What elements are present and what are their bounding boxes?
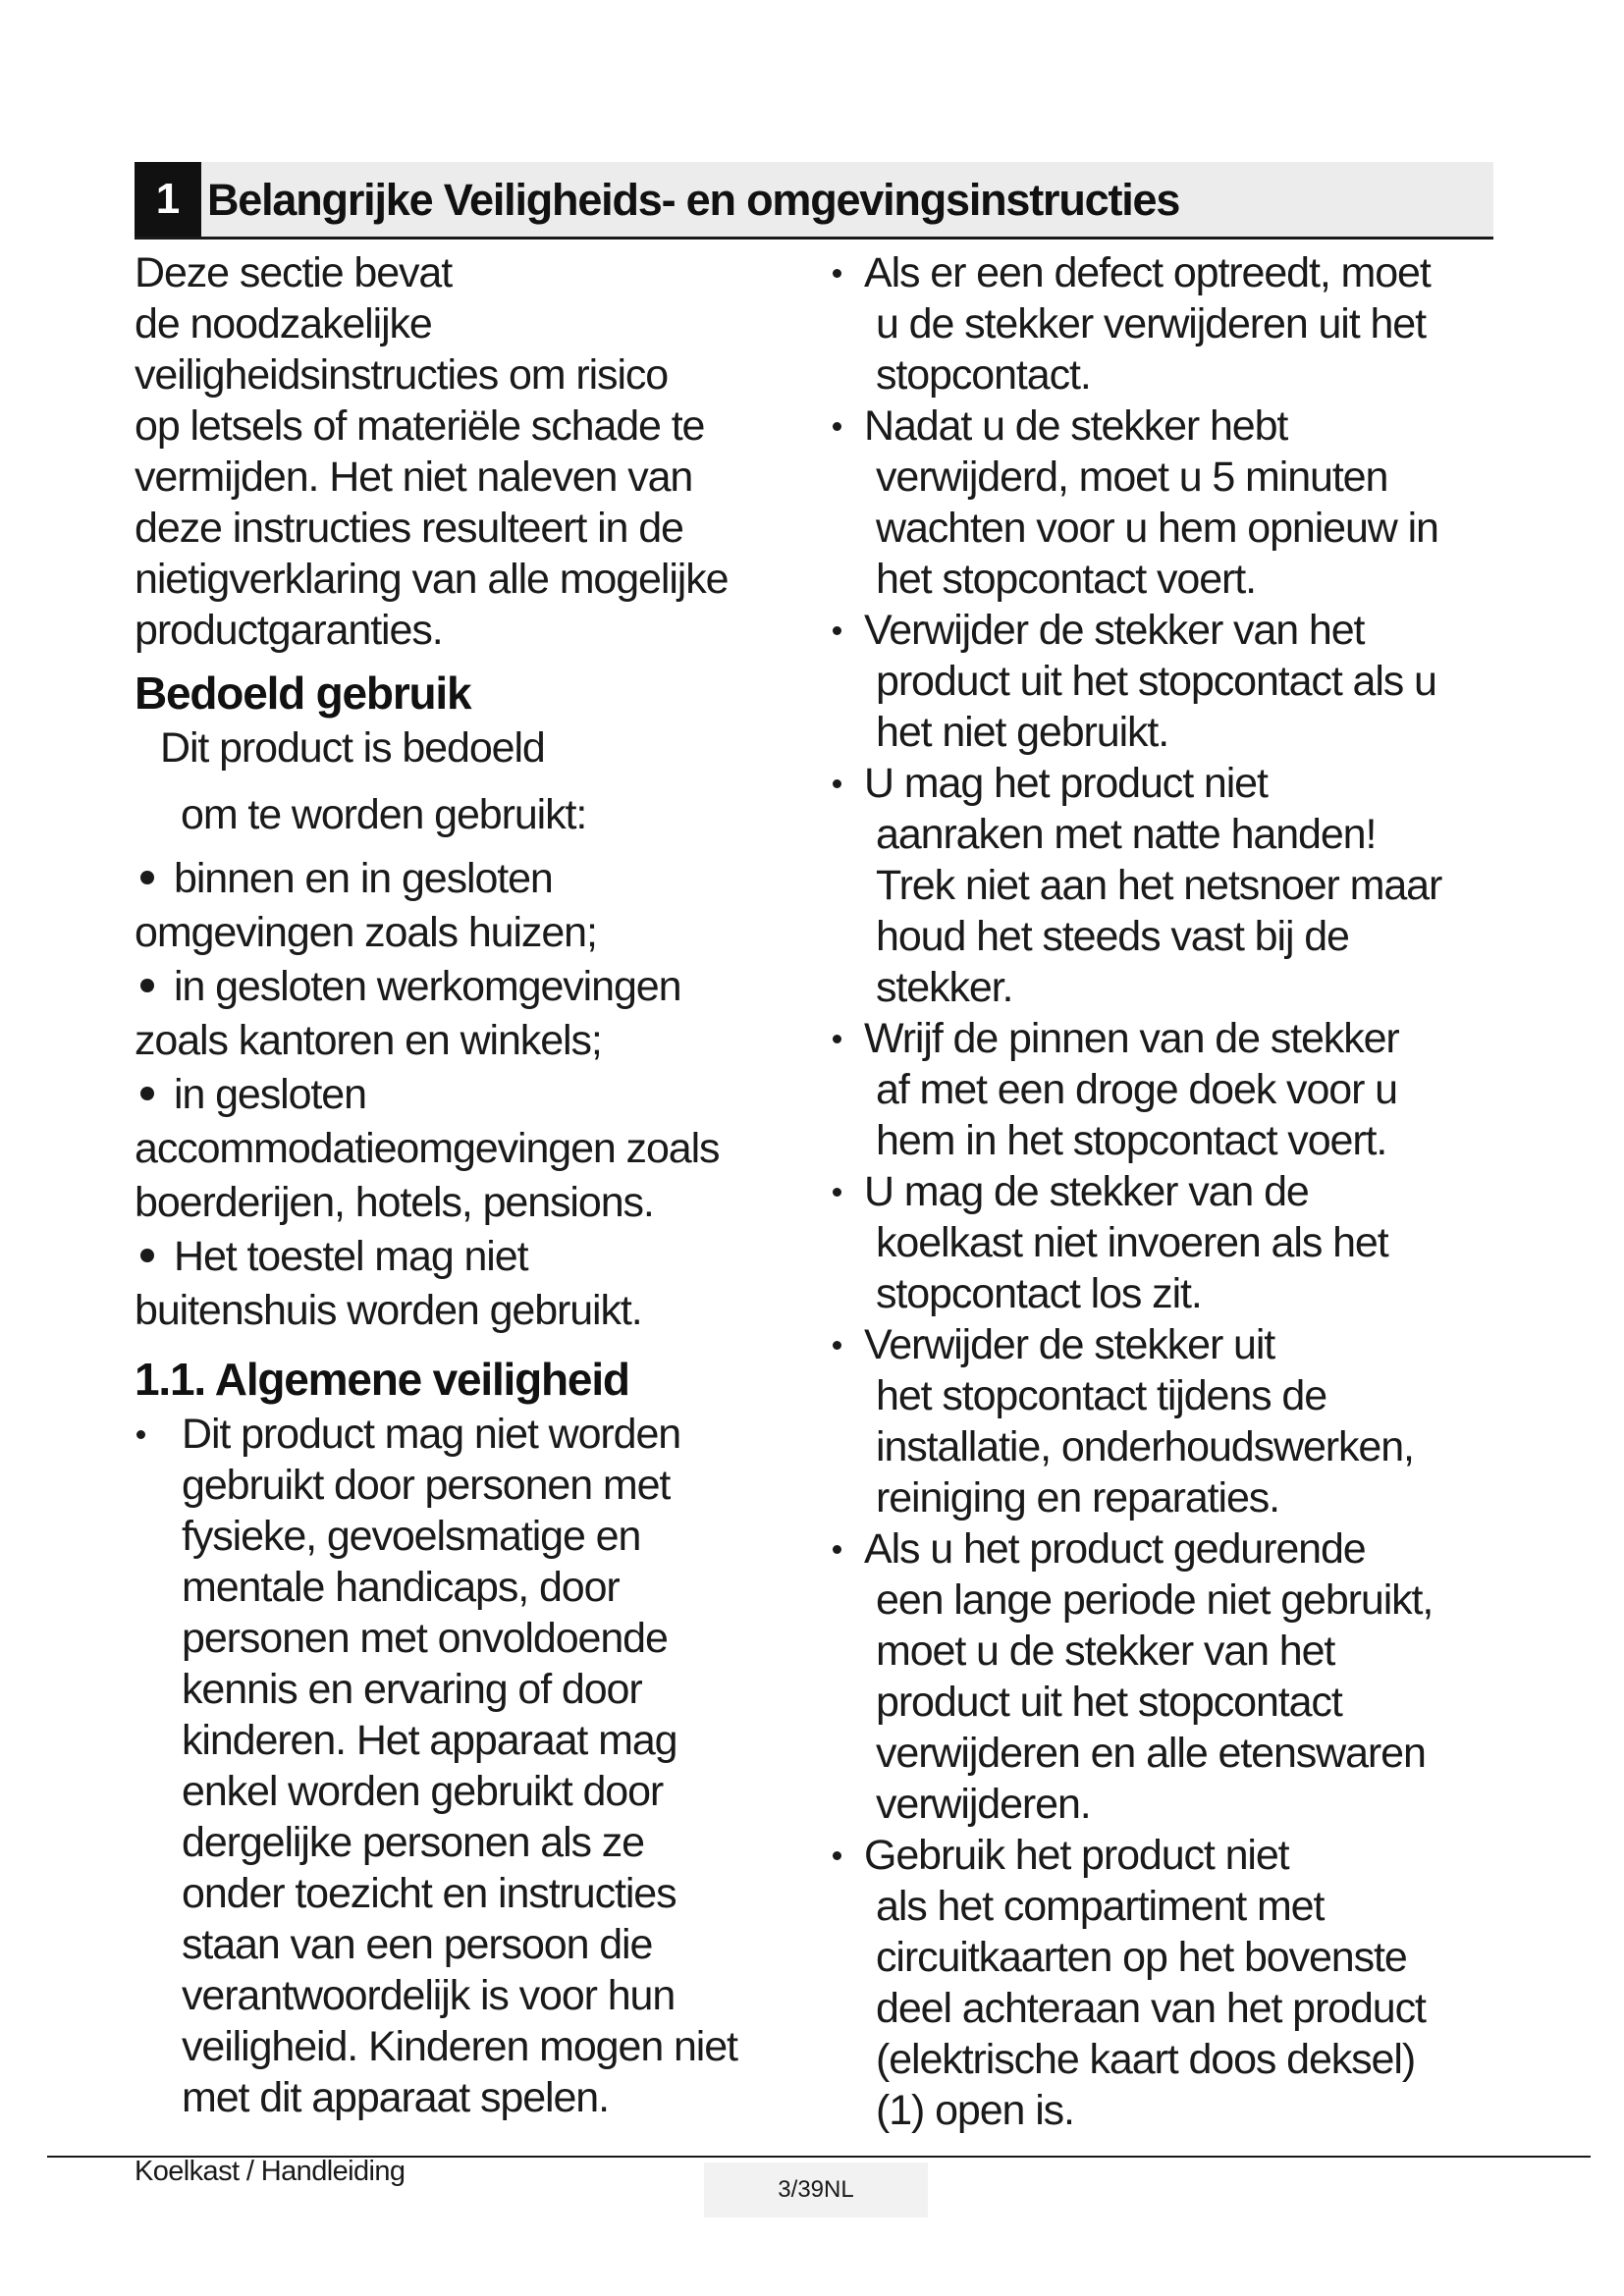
- list-item-line: stekker.: [876, 964, 1013, 1011]
- list-item-line: af met een droge doek voor u: [876, 1066, 1397, 1113]
- list-item: [825, 247, 1502, 400]
- list-item-line: het stopcontact voert.: [876, 556, 1256, 603]
- intended-use-heading: Bedoeld gebruik: [135, 667, 471, 719]
- list-item-line: u de stekker verwijderen uit het: [876, 300, 1426, 347]
- list-item: [825, 400, 1502, 605]
- footer-page-number: 3/39NL: [704, 2163, 928, 2217]
- intro-line: vermijden. Het niet naleven van: [135, 454, 693, 501]
- intro-line: veiligheidsinstructies om risico: [135, 351, 669, 399]
- list-item-line: Nadat u de stekker hebt: [864, 402, 1288, 450]
- list-item-line: een lange periode niet gebruikt,: [876, 1576, 1434, 1624]
- list-item-line: Trek niet aan het netsnoer maar: [876, 862, 1442, 909]
- list-item-text: in gesloten: [174, 1071, 366, 1118]
- intended-use-intro-line: Dit product is bedoeld: [160, 724, 545, 772]
- list-item: [825, 1523, 1502, 1830]
- list-item: [135, 960, 812, 1068]
- list-item: [135, 852, 812, 960]
- list-item-line: installatie, onderhoudswerken,: [876, 1423, 1414, 1470]
- list-item-text: binnen en in gesloten: [174, 855, 553, 902]
- list-item-line: mentale handicaps, door: [182, 1564, 620, 1611]
- list-item-line: Verwijder de stekker van het: [864, 607, 1365, 654]
- bullet-dot-icon: [833, 1035, 841, 1043]
- list-item-line: U mag het product niet: [864, 760, 1268, 807]
- bullet-dot-icon: [140, 1087, 154, 1100]
- intro-line: Deze sectie bevat: [135, 249, 453, 296]
- list-item-line: product uit het stopcontact: [876, 1679, 1342, 1726]
- bullet-dot-icon: [833, 1188, 841, 1197]
- list-item-line: verwijderen.: [876, 1781, 1091, 1828]
- list-item-text: in gesloten werkomgevingen: [174, 963, 681, 1010]
- list-item-line: staan van een persoon die: [182, 1921, 653, 1968]
- list-item-line: stopcontact.: [876, 351, 1091, 399]
- list-item-line: als het compartiment met: [876, 1883, 1325, 1930]
- bullet-dot-icon: [833, 626, 841, 635]
- list-item-line: Als u het product gedurende: [864, 1525, 1366, 1573]
- list-item-line: fysieke, gevoelsmatige en: [182, 1513, 641, 1560]
- list-item-line: hem in het stopcontact voert.: [876, 1117, 1387, 1164]
- list-item: [825, 1166, 1502, 1319]
- intended-use-intro-line: om te worden gebruikt:: [181, 791, 587, 838]
- list-item: [825, 1013, 1502, 1166]
- list-item: [135, 1409, 812, 2123]
- list-item: [135, 1230, 812, 1338]
- list-item-text: accommodatieomgevingen zoals: [135, 1125, 720, 1172]
- list-item-line: (1) open is.: [876, 2087, 1074, 2134]
- list-item-line: gebruikt door personen met: [182, 1462, 671, 1509]
- list-item-line: moet u de stekker van het: [876, 1628, 1335, 1675]
- list-item: [135, 1068, 812, 1230]
- list-item-line: wachten voor u hem opnieuw in: [876, 505, 1438, 552]
- intro-paragraph: [135, 247, 812, 656]
- list-item-text: boerderijen, hotels, pensions.: [135, 1179, 654, 1226]
- general-safety-heading: 1.1. Algemene veiligheid: [135, 1354, 629, 1405]
- right-column: [825, 247, 1502, 2136]
- list-item-line: stopcontact los zit.: [876, 1270, 1202, 1317]
- list-item-line: veiligheid. Kinderen mogen niet: [182, 2023, 737, 2070]
- list-item-text: Het toestel mag niet: [174, 1233, 528, 1280]
- list-item-line: met dit apparaat spelen.: [182, 2074, 609, 2121]
- list-item-text: omgevingen zoals huizen;: [135, 909, 597, 956]
- list-item-line: onder toezicht en instructies: [182, 1870, 677, 1917]
- list-item-line: Gebruik het product niet: [864, 1832, 1289, 1879]
- list-item: [825, 1319, 1502, 1523]
- left-column: [135, 247, 812, 2123]
- bullet-dot-icon: [833, 1545, 841, 1554]
- bullet-dot-icon: [833, 1851, 841, 1860]
- list-item-line: verantwoordelijk is voor hun: [182, 1972, 676, 2019]
- bullet-dot-icon: [140, 1249, 154, 1262]
- list-item-line: Als er een defect optreedt, moet: [864, 249, 1431, 296]
- intro-line: productgaranties.: [135, 607, 443, 654]
- list-item-line: kinderen. Het apparaat mag: [182, 1717, 677, 1764]
- intended-use-list: [135, 852, 812, 1338]
- list-item-line: (elektrische kaart doos deksel): [876, 2036, 1416, 2083]
- list-item-line: enkel worden gebruikt door: [182, 1768, 664, 1815]
- list-item-line: Dit product mag niet worden: [182, 1411, 681, 1458]
- list-item: [825, 758, 1502, 1013]
- list-item-line: verwijderen en alle etenswaren: [876, 1730, 1426, 1777]
- chapter-number: 1: [135, 162, 201, 237]
- list-item: [825, 1830, 1502, 2136]
- list-item-line: Verwijder de stekker uit: [864, 1321, 1275, 1368]
- bullet-dot-icon: [833, 779, 841, 788]
- footer-document-name: Koelkast / Handleiding: [135, 2156, 406, 2187]
- list-item-line: houd het steeds vast bij de: [876, 913, 1349, 960]
- intro-line: de noodzakelijke: [135, 300, 432, 347]
- bullet-dot-icon: [136, 1430, 145, 1439]
- intro-line: nietigverklaring van alle mogelijke: [135, 556, 729, 603]
- general-safety-list-left: [135, 1409, 812, 2123]
- list-item: [825, 605, 1502, 758]
- bullet-dot-icon: [140, 871, 154, 884]
- list-item-line: verwijderd, moet u 5 minuten: [876, 454, 1388, 501]
- list-item-line: U mag de stekker van de: [864, 1168, 1309, 1215]
- list-item-line: aanraken met natte handen!: [876, 811, 1377, 858]
- list-item-line: deel achteraan van het product: [876, 1985, 1426, 2032]
- list-item-line: koelkast niet invoeren als het: [876, 1219, 1388, 1266]
- list-item-line: product uit het stopcontact als u: [876, 658, 1436, 705]
- intro-line: deze instructies resulteert in de: [135, 505, 683, 552]
- general-safety-list-right: [825, 247, 1502, 2136]
- list-item-line: het stopcontact tijdens de: [876, 1372, 1327, 1419]
- list-item-line: het niet gebruikt.: [876, 709, 1169, 756]
- list-item-line: kennis en ervaring of door: [182, 1666, 642, 1713]
- list-item-line: personen met onvoldoende: [182, 1615, 668, 1662]
- intended-use-intro: [135, 722, 812, 840]
- list-item-line: dergelijke personen als ze: [182, 1819, 644, 1866]
- list-item-text: zoals kantoren en winkels;: [135, 1017, 602, 1064]
- list-item-line: circuitkaarten op het bovenste: [876, 1934, 1407, 1981]
- bullet-dot-icon: [833, 422, 841, 431]
- chapter-header: [135, 162, 1493, 240]
- bullet-dot-icon: [833, 1341, 841, 1350]
- list-item-text: buitenshuis worden gebruikt.: [135, 1287, 642, 1334]
- list-item-line: reiniging en reparaties.: [876, 1474, 1280, 1522]
- intro-line: op letsels of materiële schade te: [135, 402, 705, 450]
- bullet-dot-icon: [140, 979, 154, 992]
- bullet-dot-icon: [833, 269, 841, 278]
- chapter-title: Belangrijke Veiligheids- en omgevingsinstructies: [207, 175, 1180, 225]
- list-item-line: Wrijf de pinnen van de stekker: [864, 1015, 1399, 1062]
